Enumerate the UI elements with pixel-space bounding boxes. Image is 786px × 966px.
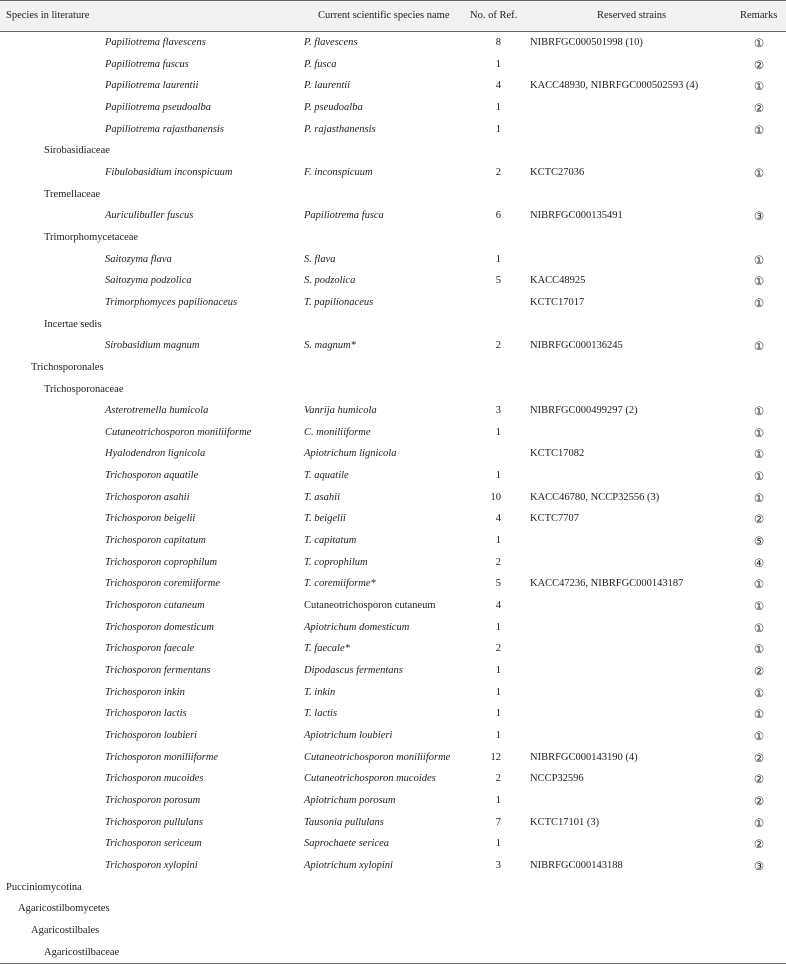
header-species: Species in literature (6, 10, 90, 21)
taxon-name: Trimorphomycetaceae (44, 231, 139, 243)
taxon-row (0, 878, 786, 900)
remark-mark: ① (753, 38, 765, 50)
reserved-strains: NIBRFGC000135491 (530, 210, 623, 222)
header-reserved-strains: Reserved strains (597, 10, 667, 21)
reserved-strains: NIBRFGC000136245 (530, 340, 623, 352)
remark-mark: ② (753, 59, 765, 72)
table-row (0, 271, 786, 293)
reserved-strains: KCTC17017 (530, 296, 585, 308)
species-name: Trimorphomyces papilionaceus (105, 296, 238, 308)
ref-count: 1 (495, 253, 501, 265)
remark-mark: ⑤ (753, 536, 765, 549)
current-name: S. podzolica (304, 275, 356, 287)
current-name: T. papilionaceus (304, 296, 374, 308)
remark-mark: ③ (753, 211, 765, 224)
species-name: Trichosporon fermentans (105, 665, 211, 677)
taxon-name: Trichosporonales (31, 361, 104, 373)
remark-mark: ① (753, 687, 765, 700)
ref-count: 10 (490, 491, 501, 503)
ref-count: 1 (495, 101, 501, 113)
current-name: T. faecale* (304, 643, 350, 655)
ref-count: 4 (495, 80, 501, 92)
ref-count: 1 (495, 838, 501, 850)
taxon-row (0, 943, 786, 965)
current-name: Tausonia pullulans (304, 816, 384, 828)
current-name: P. pseudoalba (304, 101, 363, 113)
remark-mark: ② (753, 752, 765, 765)
reserved-strains: KACC46780, NCCP32556 (3) (530, 491, 660, 503)
ref-count: 1 (495, 535, 501, 547)
current-name: P. flavescens (304, 37, 358, 48)
remark-mark: ② (753, 514, 765, 527)
remark-mark: ① (753, 731, 765, 743)
remark-mark: ④ (753, 557, 765, 570)
species-name: Trichosporon asahii (105, 491, 190, 503)
reserved-strains: NIBRFGC000499297 (2) (530, 405, 638, 417)
species-name: Papiliotrema pseudoalba (105, 101, 212, 113)
taxon-name: Trichosporonaceae (44, 383, 124, 395)
remark-mark: ① (753, 341, 765, 354)
species-name: Trichosporon lactis (105, 708, 187, 720)
ref-count: 1 (495, 123, 501, 135)
ref-count: 1 (495, 794, 501, 806)
ref-count: 2 (495, 643, 501, 655)
species-name: Auriculibuller fuscus (105, 210, 194, 222)
species-name: Papiliotrema laurentii (105, 80, 199, 92)
taxon-row (0, 380, 786, 402)
species-name: Trichosporon beigelii (105, 513, 196, 525)
reserved-strains: KCTC17101 (3) (530, 816, 600, 828)
ref-count: 2 (495, 166, 501, 178)
remark-mark: ① (753, 817, 765, 830)
taxon-row (0, 921, 786, 943)
species-name: Asterotremella humicola (105, 405, 209, 417)
ref-count: 1 (495, 426, 501, 438)
remark-mark: ① (753, 124, 765, 137)
table-body (0, 33, 786, 964)
current-name: Apiotrichum xylopini (304, 859, 393, 871)
table-row (0, 726, 786, 748)
reserved-strains: KACC47236, NIBRFGC000143187 (530, 578, 684, 590)
species-name: Trichosporon mucoides (105, 773, 204, 785)
species-name: Saitozyma podzolica (105, 275, 192, 287)
table-row (0, 748, 786, 770)
species-name: Trichosporon coprophilum (105, 556, 218, 568)
current-name: T. coremiiforme* (304, 578, 376, 590)
species-name: Trichosporon loubieri (105, 730, 198, 741)
reserved-strains: NIBRFGC000501998 (10) (530, 37, 643, 48)
bottom-rule (0, 963, 786, 964)
current-name: T. lactis (304, 708, 338, 720)
remark-mark: ② (753, 795, 765, 808)
ref-count: 4 (495, 600, 501, 612)
reserved-strains: KACC48930, NIBRFGC000502593 (4) (530, 80, 699, 92)
table-row (0, 553, 786, 575)
ref-count: 8 (495, 37, 501, 48)
ref-count: 1 (495, 58, 501, 70)
table-row (0, 509, 786, 531)
remark-mark: ① (753, 81, 765, 94)
species-name: Saitozyma flava (105, 253, 172, 265)
table-row (0, 531, 786, 553)
taxon-name: Incertae sedis (44, 318, 102, 330)
current-name: T. capitatum (304, 535, 357, 547)
header-remarks: Remarks (740, 10, 778, 21)
table-row (0, 704, 786, 726)
table-row (0, 293, 786, 315)
current-name: S. flava (304, 253, 336, 265)
reserved-strains: NCCP32596 (530, 773, 584, 785)
ref-count: 2 (495, 556, 501, 568)
remark-mark: ① (753, 167, 765, 180)
current-name: Cutaneotrichosporon moniliiforme (304, 751, 451, 763)
table-row (0, 683, 786, 705)
table-row (0, 813, 786, 835)
table-row (0, 488, 786, 510)
table-row (0, 33, 786, 55)
remark-mark: ① (753, 254, 765, 267)
remark-mark: ① (753, 297, 765, 310)
current-name: S. magnum* (304, 340, 356, 352)
ref-count: 1 (495, 686, 501, 698)
taxon-row (0, 185, 786, 207)
reserved-strains: NIBRFGC000143188 (530, 859, 623, 871)
table-row (0, 618, 786, 640)
table-row (0, 574, 786, 596)
table-row (0, 444, 786, 466)
taxon-name: Sirobasidiaceae (44, 145, 110, 157)
table-header (0, 0, 786, 32)
taxon-row (0, 228, 786, 250)
ref-count: 6 (495, 210, 501, 222)
remark-mark: ① (753, 579, 765, 592)
species-name: Trichosporon aquatile (105, 470, 199, 482)
current-name: P. rajasthanensis (304, 123, 376, 135)
ref-count: 7 (495, 816, 501, 828)
reserved-strains: KACC48925 (530, 275, 586, 287)
table-row (0, 163, 786, 185)
current-name: T. aquatile (304, 470, 349, 482)
ref-count: 1 (495, 621, 501, 633)
table-row (0, 791, 786, 813)
current-name: Vanrija humicola (304, 405, 377, 417)
remark-mark: ① (753, 406, 765, 419)
table-row (0, 120, 786, 142)
species-name: Cutaneotrichosporon moniliiforme (105, 426, 252, 438)
species-name: Trichosporon domesticum (105, 621, 214, 633)
current-name: Apiotrichum domesticum (304, 621, 410, 633)
species-name: Trichosporon porosum (105, 794, 201, 806)
table-row (0, 423, 786, 445)
remark-mark: ② (753, 666, 765, 679)
table-row (0, 55, 786, 77)
remark-mark: ① (753, 622, 765, 635)
table-row (0, 856, 786, 878)
current-name: Apiotrichum lignicola (304, 448, 397, 460)
species-name: Papiliotrema flavescens (105, 37, 206, 48)
reserved-strains: NIBRFGC000143190 (4) (530, 751, 638, 763)
current-name: Apiotrichum loubieri (304, 730, 393, 741)
header-no-of-ref: No. of Ref. (470, 10, 518, 21)
table-row (0, 76, 786, 98)
header-current-name: Current scientific species name (318, 10, 450, 21)
ref-count: 3 (495, 859, 501, 871)
taxon-row (0, 358, 786, 380)
taxon-name: Pucciniomycotina (6, 881, 82, 893)
current-name: T. coprophilum (304, 556, 368, 568)
species-name: Trichosporon faecale (105, 643, 195, 655)
species-name: Trichosporon xylopini (105, 859, 198, 871)
table-row (0, 639, 786, 661)
taxon-row (0, 315, 786, 337)
species-name: Fibulobasidium inconspicuum (105, 166, 233, 178)
species-name: Trichosporon cutaneum (105, 600, 205, 612)
current-name: T. asahii (304, 491, 340, 503)
table-row (0, 769, 786, 791)
current-name: F. inconspicuum (304, 166, 373, 178)
current-name: P. fusca (304, 58, 337, 70)
current-name: Saprochaete sericea (304, 838, 390, 850)
species-name: Papiliotrema fuscus (105, 58, 189, 70)
remark-mark: ② (753, 102, 765, 115)
species-name: Trichosporon moniliiforme (105, 751, 219, 763)
reserved-strains: KCTC7707 (530, 513, 580, 525)
reserved-strains: KCTC27036 (530, 166, 585, 178)
taxon-name: Agaricostilbomycetes (18, 903, 110, 915)
current-name: Cutaneotrichosporon mucoides (304, 773, 436, 785)
species-name: Trichosporon pullulans (105, 816, 203, 828)
table-row (0, 834, 786, 856)
ref-count: 2 (495, 773, 501, 785)
ref-count: 12 (490, 751, 501, 763)
remark-mark: ① (753, 449, 765, 462)
current-name: C. moniliiforme (304, 426, 371, 438)
taxon-row (0, 141, 786, 163)
ref-count: 1 (495, 470, 501, 482)
ref-count: 3 (495, 405, 501, 417)
ref-count: 5 (495, 275, 501, 287)
table-row (0, 98, 786, 120)
remark-mark: ② (753, 839, 765, 852)
remark-mark: ① (753, 709, 765, 722)
remark-mark: ① (753, 601, 765, 614)
ref-count: 1 (495, 665, 501, 677)
species-name: Trichosporon capitatum (105, 535, 206, 547)
ref-count: 5 (495, 578, 501, 590)
taxon-row (0, 899, 786, 921)
remark-mark: ① (753, 427, 765, 440)
remark-mark: ① (753, 276, 765, 289)
current-name: Cutaneotrichosporon cutaneum (304, 600, 436, 612)
ref-count: 1 (495, 708, 501, 720)
table-row (0, 250, 786, 272)
ref-count: 1 (495, 730, 501, 741)
remark-mark: ① (753, 492, 765, 505)
current-name: T. inkin (304, 686, 336, 698)
table-row (0, 206, 786, 228)
ref-count: 2 (495, 340, 501, 352)
current-name: P. laurentii (304, 80, 351, 92)
current-name: Papiliotrema fusca (304, 210, 384, 222)
species-name: Trichosporon coremiiforme (105, 578, 221, 590)
current-name: Apiotrichum porosum (304, 794, 396, 806)
table-row (0, 336, 786, 358)
remark-mark: ① (753, 471, 765, 484)
remark-mark: ③ (753, 860, 765, 873)
reserved-strains: KCTC17082 (530, 448, 585, 460)
remark-mark: ② (753, 774, 765, 787)
taxon-name: Agaricostilbaceae (44, 946, 120, 958)
species-name: Sirobasidium magnum (105, 340, 200, 352)
remark-mark: ① (753, 644, 765, 657)
ref-count: 4 (495, 513, 501, 525)
table-row (0, 401, 786, 423)
species-name: Trichosporon sericeum (105, 838, 202, 850)
species-name: Hyalodendron lignicola (105, 448, 206, 460)
species-name: Papiliotrema rajasthanensis (105, 123, 224, 135)
table-row (0, 596, 786, 618)
taxon-name: Tremellaceae (44, 188, 101, 200)
current-name: T. beigelii (304, 513, 346, 525)
current-name: Dipodascus fermentans (304, 665, 403, 677)
taxon-name: Agaricostilbales (31, 924, 100, 936)
species-name: Trichosporon inkin (105, 686, 185, 698)
table-row (0, 466, 786, 488)
table-row (0, 661, 786, 683)
